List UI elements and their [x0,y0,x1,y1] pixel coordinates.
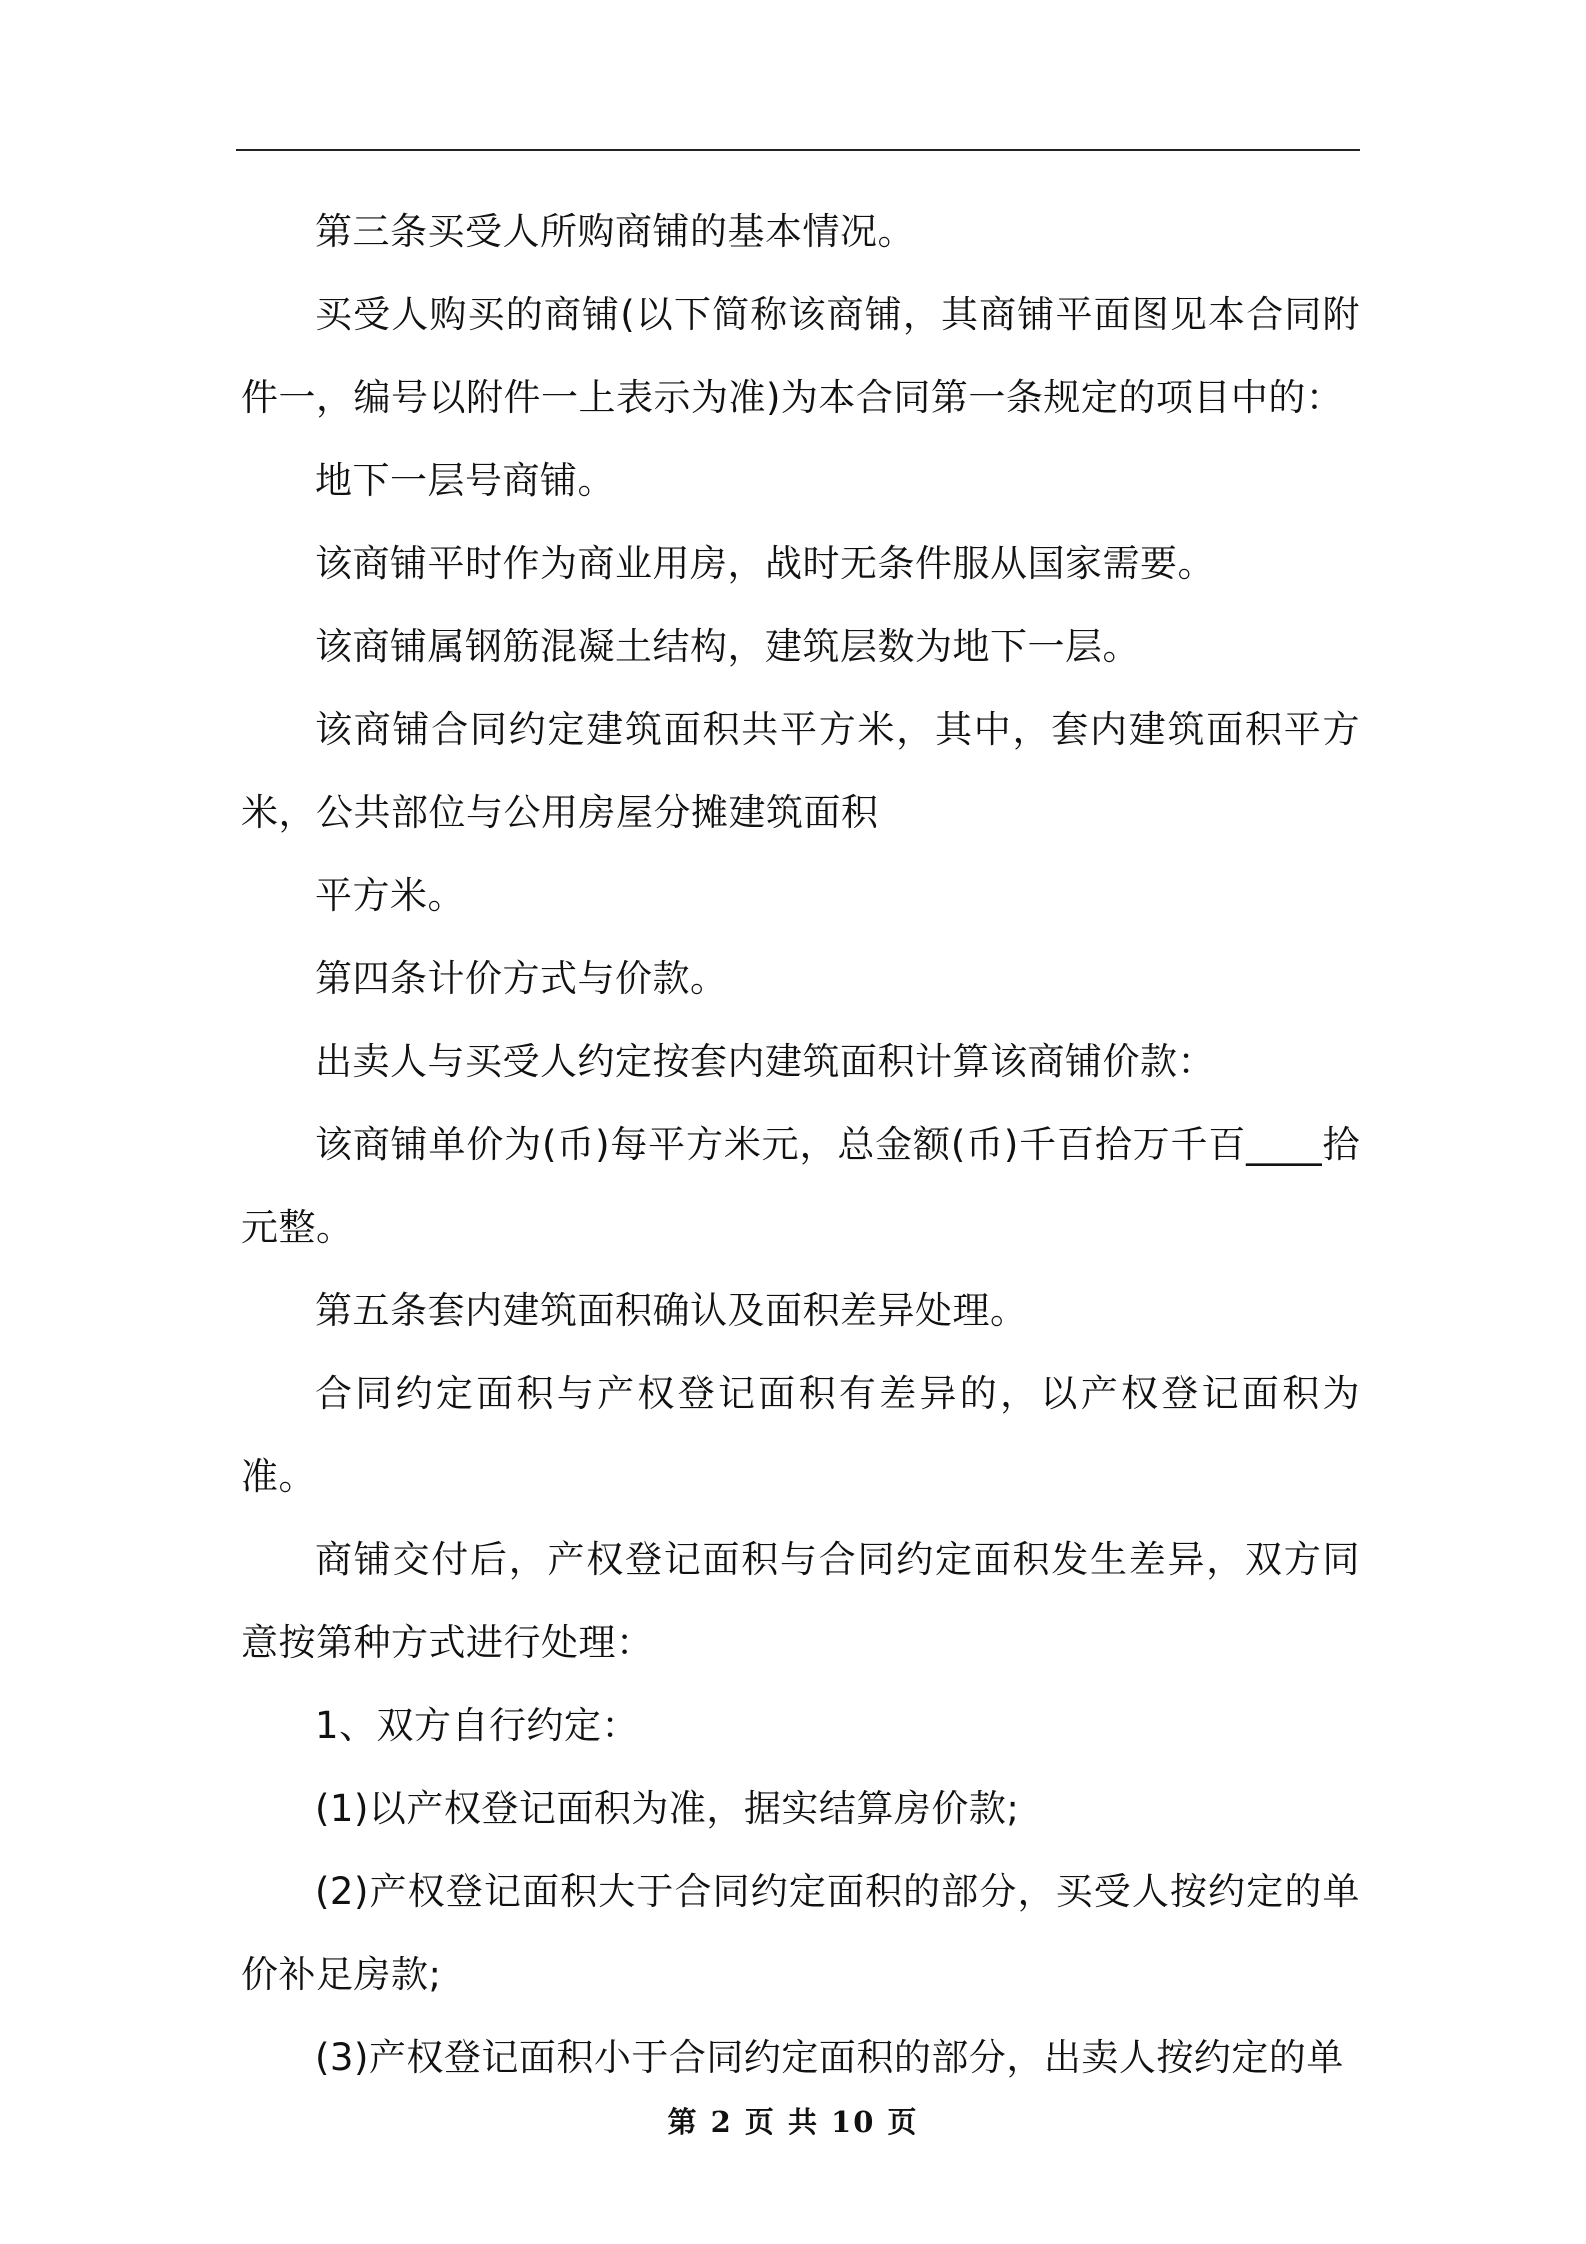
header-rule [236,149,1360,151]
page-footer [0,2100,1586,2141]
paragraph: 该商铺属钢筋混凝土结构，建筑层数为地下一层。 [315,625,1140,668]
paragraph: 1、双方自行约定： [315,1704,640,1747]
paragraph: 第五条套内建筑面积确认及面积差异处理。 [315,1289,1028,1332]
paragraph: (2)产权登记面积大于合同约定面积的部分，买受人按约定的单价补足房款; [241,1870,1360,1996]
page-number-label: 第 2 页 共 10 页 [667,2105,919,2139]
paragraph: 商铺交付后，产权登记面积与合同约定面积发生差异，双方同意按第种方式进行处理： [241,1538,1360,1664]
paragraph: 出卖人与买受人约定按套内建筑面积计算该商铺价款： [315,1040,1215,1083]
paragraph: (1)以产权登记面积为准，据实结算房价款; [315,1787,1020,1830]
paragraph: 该商铺合同约定建筑面积共平方米，其中，套内建筑面积平方米，公共部位与公用房屋分摊建筑面积 [241,708,1360,834]
paragraph: 平方米。 [315,874,465,917]
paragraph: (3)产权登记面积小于合同约定面积的部分，出卖人按约定的单 [315,2036,1344,2079]
paragraph: 第四条计价方式与价款。 [315,957,728,1000]
paragraph: 买受人购买的商铺(以下简称该商铺，其商铺平面图见本合同附件一，编号以附件一上表示为准)为本合同第一条规定的项目中的： [241,293,1360,419]
paragraph: 合同约定面积与产权登记面积有差异的，以产权登记面积为准。 [241,1372,1360,1498]
paragraph: 该商铺平时作为商业用房，战时无条件服从国家需要。 [315,542,1215,585]
paragraph: 该商铺单价为(币)每平方米元，总金额(币)千百拾万千百____拾元整。 [241,1123,1360,1249]
paragraph: 第三条买受人所购商铺的基本情况。 [315,210,915,253]
document-body [241,190,1360,2099]
paragraph: 地下一层号商铺。 [315,459,615,502]
